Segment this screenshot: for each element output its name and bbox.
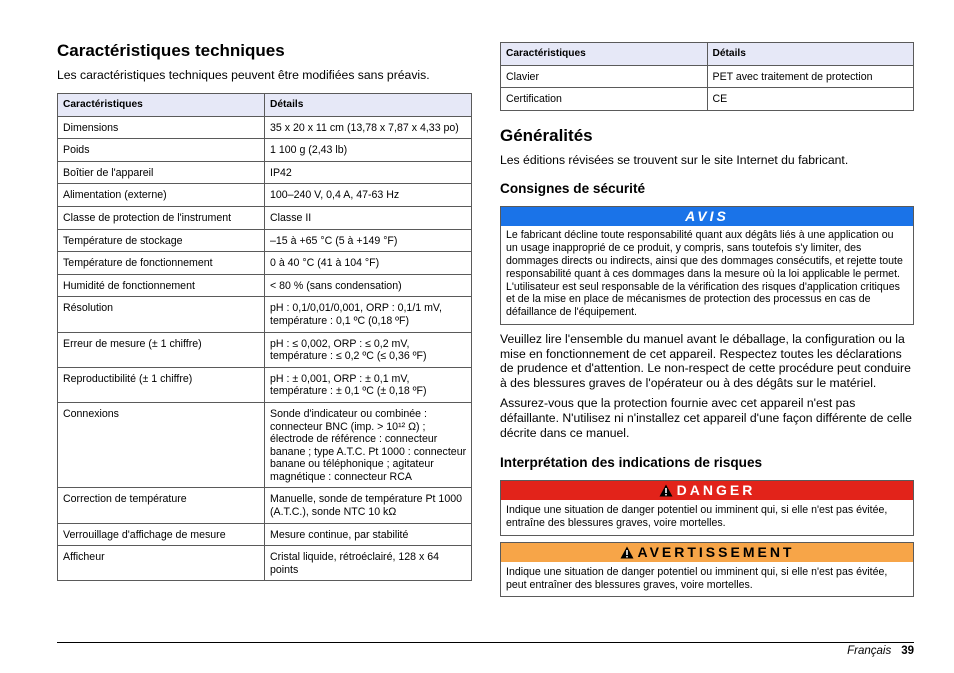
table-row [501, 65, 914, 88]
spec-name-cell: Correction de température [58, 488, 265, 523]
table-header-row [58, 94, 472, 117]
spec-name-cell: Verrouillage d'affichage de mesure [58, 523, 265, 546]
spec-name-cell: Température de fonctionnement [58, 252, 265, 275]
column-header: Détails [265, 94, 472, 117]
spec-name-cell: Température de stockage [58, 229, 265, 252]
column-header: Caractéristiques [501, 43, 708, 66]
spec-value-cell: pH : ± 0,001, ORP : ± 0,1 mV, température : ± 0,1 ºC (± 0,18 ºF) [265, 367, 472, 402]
specs-table-body [58, 116, 472, 581]
footer-language: Français [847, 645, 892, 657]
table-row [58, 332, 472, 367]
warning-text: Indique une situation de danger potentiel ou imminent qui, si elle n'est pas évitée, peut entraîner des blessures graves, voire mortelles. [506, 565, 888, 591]
table-row [58, 252, 472, 275]
column-header: Caractéristiques [58, 94, 265, 117]
spec-name-cell: Connexions [58, 402, 265, 488]
section-title-risk: Interprétation des indications de risques [500, 455, 763, 471]
table-row [58, 367, 472, 402]
spec-value-cell: –15 à +65 °C (5 à +149 °F) [265, 229, 472, 252]
footer-divider [57, 642, 914, 643]
table-row [58, 402, 472, 488]
safety-paragraph-1: Veuillez lire l'ensemble du manuel avant le déballage, la configuration ou la mise en fonctionnement de cet appareil. Respectez toutes les déclarations de prudence et d'attention. Le non-respect de cette procédure peut conduire à des blessures graves de l'opérateur ou à des dégâts sur le matériel. [500, 331, 911, 390]
table-row [58, 546, 472, 581]
page-number: 39 [901, 645, 914, 657]
spec-value-cell: Cristal liquide, rétroéclairé, 128 x 64 points [265, 546, 472, 581]
specs-table-continued-body [501, 65, 914, 110]
warning-label: AVERTISSEMENT [637, 543, 795, 560]
notice-box [500, 206, 914, 325]
general-text: Les éditions révisées se trouvent sur le site Internet du fabricant. [500, 152, 849, 167]
table-row [58, 297, 472, 332]
table-row [58, 116, 472, 139]
left-column [57, 40, 472, 581]
section-title-general: Généralités [500, 125, 593, 145]
spec-name-cell: Certification [501, 88, 708, 111]
spec-name-cell: Erreur de mesure (± 1 chiffre) [58, 332, 265, 367]
notice-text: Le fabricant décline toute responsabilité quant aux dégâts liés à une application ou un usage inapproprié de ce produit, y compris, sans toutefois s'y limiter, des dommages directs ou indirects, ainsi que des dommages consécutifs, et rejette toute responsabilité quant à ces dommages dans la mesure où la loi applicable le permet. L'utilisateur est seul responsable de la vérification des risques d'application critiques et de la mise en place de mécanismes de protection des processus en cas de défaillance de l'équipement. [506, 229, 903, 319]
danger-label: DANGER [676, 482, 756, 499]
spec-value-cell: 1 100 g (2,43 lb) [265, 139, 472, 162]
warning-triangle-icon [659, 484, 673, 497]
spec-name-cell: Alimentation (externe) [58, 184, 265, 207]
table-header-row [501, 43, 914, 66]
table-row [58, 488, 472, 523]
spec-value-cell: 35 x 20 x 11 cm (13,78 x 7,87 x 4,33 po) [265, 116, 472, 139]
spec-name-cell: Clavier [501, 65, 708, 88]
specs-intro: Les caractéristiques techniques peuvent être modifiées sans préavis. [57, 68, 430, 82]
warning-box [500, 542, 914, 598]
specs-table-continued [500, 42, 914, 111]
spec-value-cell: PET avec traitement de protection [707, 65, 914, 88]
table-row [501, 88, 914, 111]
danger-header [501, 481, 913, 500]
spec-name-cell: Dimensions [58, 116, 265, 139]
spec-name-cell: Classe de protection de l'instrument [58, 206, 265, 229]
spec-value-cell: 100–240 V, 0,4 A, 47-63 Hz [265, 184, 472, 207]
right-column [500, 42, 914, 597]
table-row [58, 523, 472, 546]
danger-box [500, 480, 914, 536]
spec-value-cell: Manuelle, sonde de température Pt 1000 (A.T.C.), sonde NTC 10 kΩ [265, 488, 472, 523]
spec-name-cell: Reproductibilité (± 1 chiffre) [58, 367, 265, 402]
spec-value-cell: pH : 0,1/0,01/0,001, ORP : 0,1/1 mV, température : 0,1 ºC (0,18 ºF) [265, 297, 472, 332]
spec-value-cell: Mesure continue, par stabilité [265, 523, 472, 546]
spec-name-cell: Poids [58, 139, 265, 162]
section-title-specs: Caractéristiques techniques [57, 41, 285, 60]
spec-name-cell: Humidité de fonctionnement [58, 274, 265, 297]
table-row [58, 161, 472, 184]
spec-value-cell: < 80 % (sans condensation) [265, 274, 472, 297]
table-row [58, 139, 472, 162]
specs-table [57, 93, 472, 581]
spec-value-cell: IP42 [265, 161, 472, 184]
safety-paragraph-2: Assurez-vous que la protection fournie avec cet appareil n'est pas défaillante. N'utilisez ni n'installez cet appareil d'une façon différente de celle décrite dans ce manuel. [500, 396, 912, 440]
column-header: Détails [707, 43, 914, 66]
table-row [58, 274, 472, 297]
notice-header [501, 207, 913, 226]
spec-name-cell: Résolution [58, 297, 265, 332]
spec-value-cell: Sonde d'indicateur ou combinée : connecteur BNC (imp. > 10¹² Ω) ; électrode de référence : connecteur banane ; type A.T.C. Pt 1000 : connecteur banane ou téléphonique ; agitateur magnétique : connecteur RCA [265, 402, 472, 488]
spec-name-cell: Afficheur [58, 546, 265, 581]
notice-label: AVIS [685, 208, 729, 225]
table-row [58, 184, 472, 207]
spec-value-cell: 0 à 40 °C (41 à 104 °F) [265, 252, 472, 275]
spec-name-cell: Boîtier de l'appareil [58, 161, 265, 184]
danger-text: Indique une situation de danger potentiel ou imminent qui, si elle n'est pas évitée, entraîne des blessures graves, voire mortelles. [506, 504, 888, 529]
spec-value-cell: pH : ≤ 0,002, ORP : ≤ 0,2 mV, température : ≤ 0,2 ºC (≤ 0,36 ºF) [265, 332, 472, 367]
table-row [58, 229, 472, 252]
warning-triangle-icon [620, 546, 634, 559]
spec-value-cell: Classe II [265, 206, 472, 229]
table-row [58, 206, 472, 229]
warning-header [501, 543, 913, 562]
section-title-safety: Consignes de sécurité [500, 181, 646, 197]
page-footer [847, 644, 914, 658]
spec-value-cell: CE [707, 88, 914, 111]
